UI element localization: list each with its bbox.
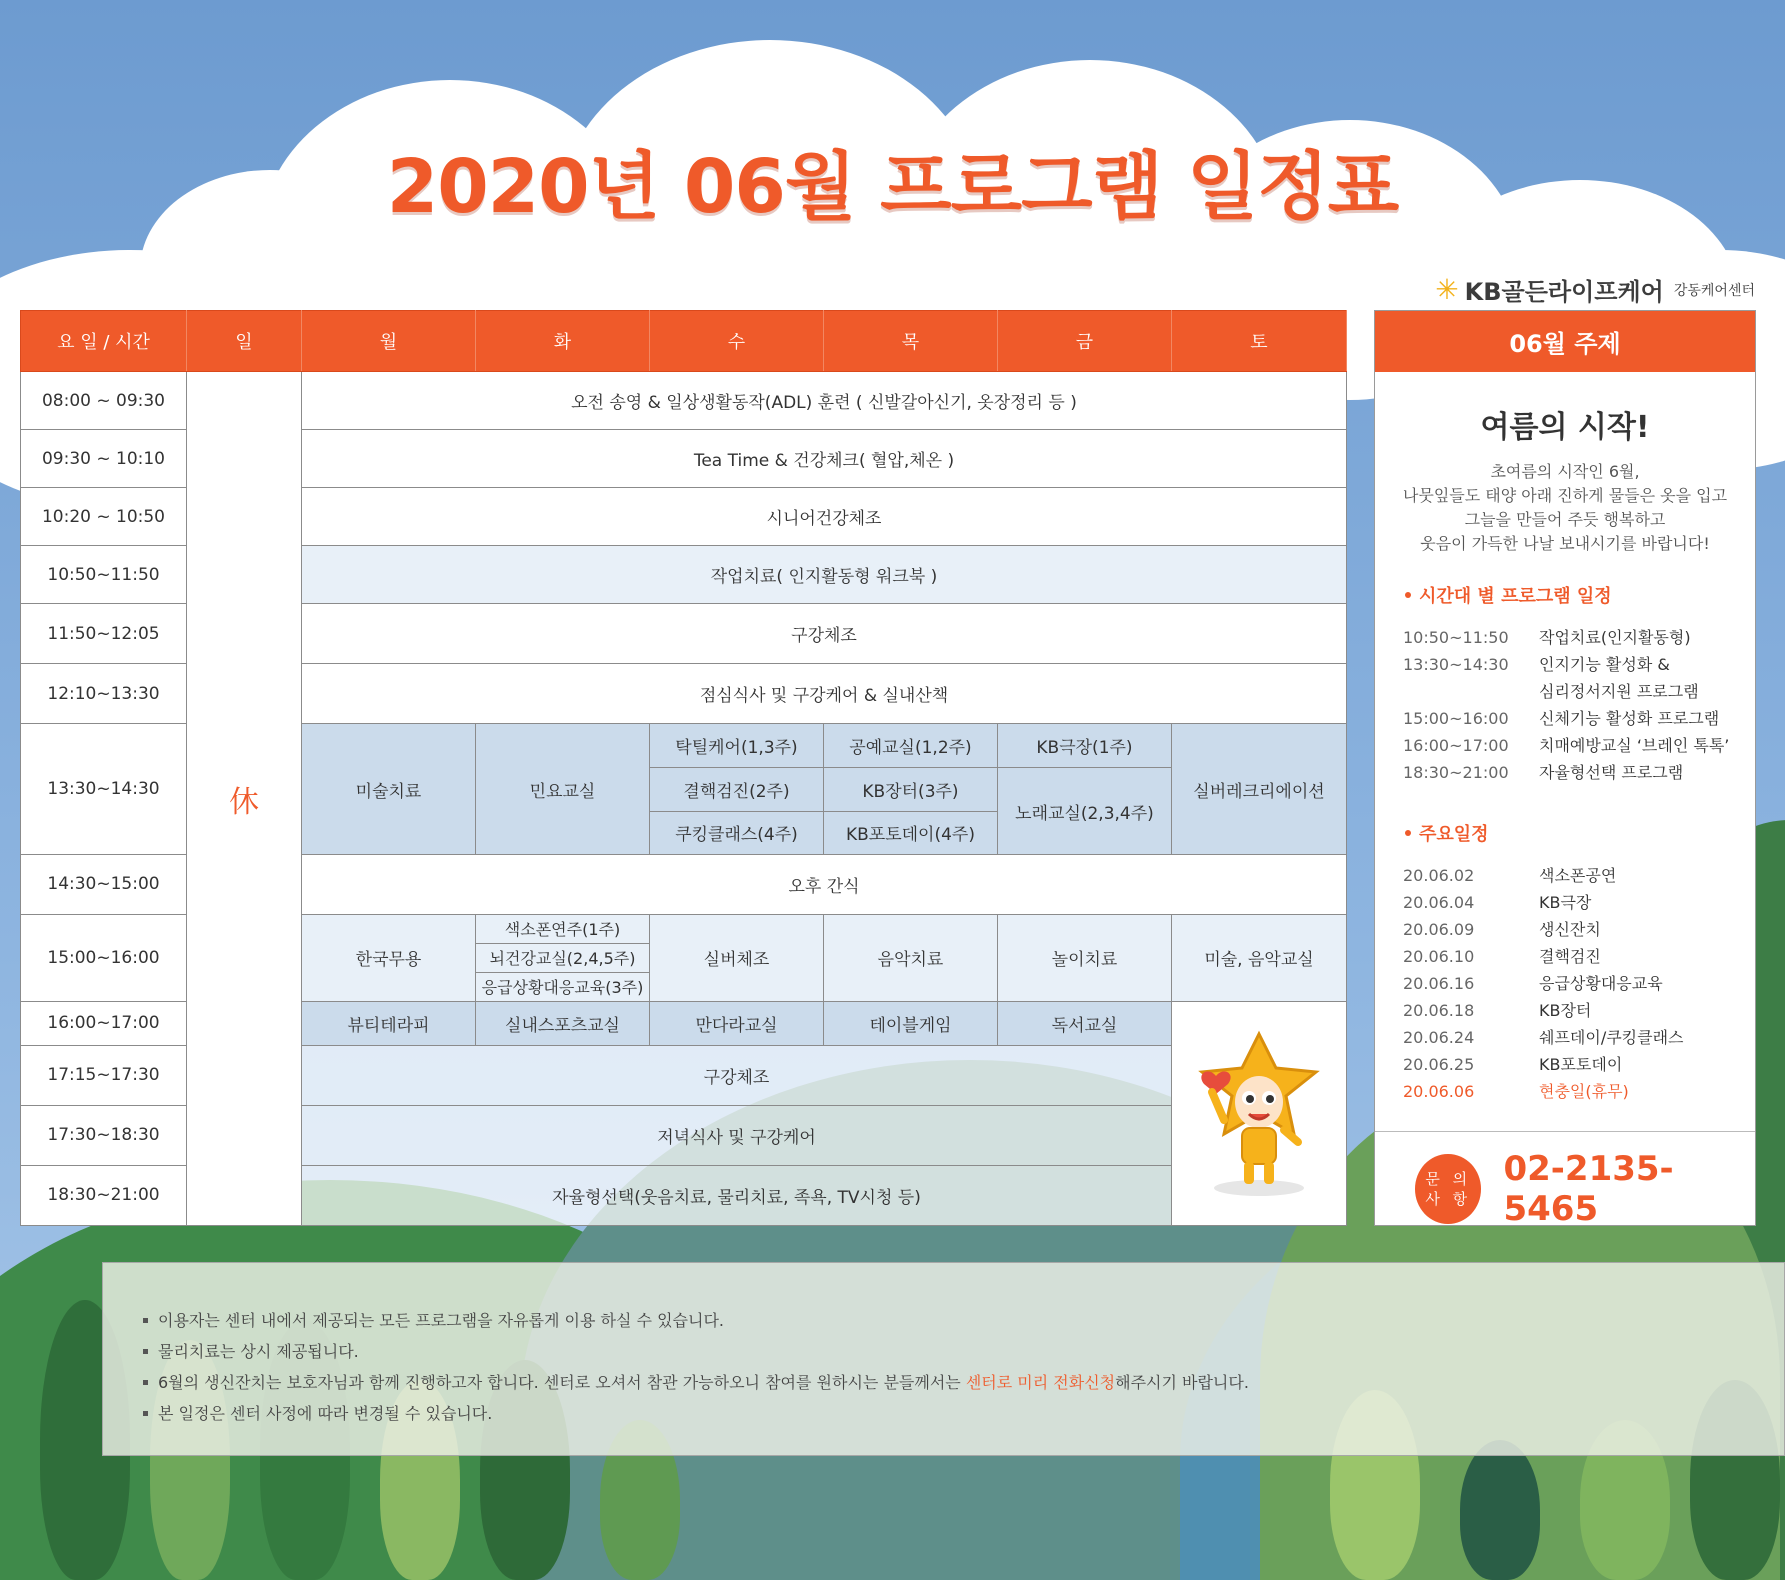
mascot-star-icon [1194, 1030, 1324, 1200]
theme-line: 초여름의 시작인 6월, [1490, 462, 1640, 481]
contact-phone[interactable]: 02-2135-5465 [1503, 1149, 1674, 1229]
list-item: 20.06.18 KB장터 [1403, 1001, 1592, 1020]
time-cell: 13:30~14:30 [21, 724, 187, 854]
monthly-theme-panel [1374, 310, 1756, 1229]
note-item: 이용자는 센터 내에서 제공되는 모든 프로그램을 자유롭게 이용 하실 수 있습니다. [143, 1305, 1784, 1336]
program-cell: 자율형선택(웃음치료, 물리치료, 족욕, TV시청 등) [302, 1165, 1172, 1225]
program-cell: KB포토데이(4주) [824, 811, 998, 854]
program-cell: KB장터(3주) [824, 768, 998, 811]
program-cell: 미술, 음악교실 [1172, 914, 1347, 1001]
list-item: 심리정서지원 프로그램 [1539, 682, 1699, 701]
program-cell: 만다라교실 [650, 1001, 824, 1045]
program-cell: 뷰티테라피 [302, 1001, 476, 1045]
header-sat: 토 [1172, 311, 1347, 372]
program-cell: 저녁식사 및 구강케어 [302, 1105, 1172, 1165]
note-item: 물리치료는 상시 제공됩니다. [143, 1336, 1784, 1367]
program-cell: 한국무용 [302, 914, 476, 1001]
note-item: 6월의 생신잔치는 보호자님과 함께 진행하고자 합니다. 센터로 오셔서 참관 가능하오니 참여를 원하시는 분들께서는 센터로 미리 전화신청해주시기 바랍니다. [143, 1367, 1784, 1398]
schedule-table [20, 310, 1347, 1226]
program-cell: 쿠킹클래스(4주) [650, 811, 824, 854]
header-sun: 일 [187, 311, 302, 372]
program-cell: 민요교실 [476, 724, 650, 854]
program-cell: 오후 간식 [302, 854, 1347, 914]
program-cell: 구강체조 [302, 604, 1347, 664]
program-cell: 놀이치료 [998, 914, 1172, 1001]
program-cell: 결핵검진(2주) [650, 768, 824, 811]
page-title: 2020년 06월 프로그램 일정표 [386, 144, 1399, 230]
program-cell: 실버체조 [650, 914, 824, 1001]
contact-badge: 문 의 사 항 [1415, 1154, 1481, 1224]
sunday-holiday: 休 [187, 372, 302, 1226]
time-cell: 11:50~12:05 [21, 604, 187, 664]
program-cell: Tea Time & 건강체크( 혈압,체온 ) [302, 430, 1347, 488]
time-cell: 17:15~17:30 [21, 1045, 187, 1105]
event-list [1403, 862, 1755, 1105]
time-cell: 10:20 ~ 10:50 [21, 488, 187, 546]
list-item: 16:00~17:00 치매예방교실 ‘브레인 톡톡’ [1403, 736, 1730, 755]
program-cell: 실내스포츠교실 [476, 1001, 650, 1045]
brand-logo [1435, 272, 1755, 307]
table-row [21, 372, 1347, 430]
program-cell: 구강체조 [302, 1045, 1172, 1105]
program-cell: 테이블게임 [824, 1001, 998, 1045]
header-wed: 수 [650, 311, 824, 372]
program-cell: 오전 송영 & 일상생활동작(ADL) 훈련 ( 신발갈아신기, 옷장정리 등 ) [302, 372, 1347, 430]
time-cell: 09:30 ~ 10:10 [21, 430, 187, 488]
list-item: 15:00~16:00 신체기능 활성화 프로그램 [1403, 709, 1720, 728]
note-item: 본 일정은 센터 사정에 따라 변경될 수 있습니다. [143, 1398, 1784, 1429]
program-cell: 공예교실(1,2주) [824, 724, 998, 768]
program-cell: 음악치료 [824, 914, 998, 1001]
program-cell: 미술치료 [302, 724, 476, 854]
program-cell: 시니어건강체조 [302, 488, 1347, 546]
panel-divider [1375, 1131, 1755, 1132]
brand-name: KB골든라이프케어 [1464, 278, 1664, 306]
brand-sub: 강동케어센터 [1673, 282, 1755, 299]
bullet-dot-icon [1405, 592, 1411, 598]
notes-box [102, 1262, 1785, 1456]
theme-line: 웃음이 가득한 나날 보내시기를 바랍니다! [1420, 534, 1710, 553]
list-item: 10:50~11:50 작업치료(인지활동형) [1403, 628, 1691, 647]
theme-line: 그늘을 만들어 주듯 행복하고 [1464, 510, 1666, 529]
program-cell: KB극장(1주) [998, 724, 1172, 768]
time-cell: 17:30~18:30 [21, 1105, 187, 1165]
mascot-cell [1172, 1001, 1347, 1225]
program-cell: 색소폰연주(1주) [476, 914, 650, 943]
program-cell: 작업치료( 인지활동형 워크북 ) [302, 546, 1347, 604]
time-cell: 12:10~13:30 [21, 664, 187, 724]
time-cell: 10:50~11:50 [21, 546, 187, 604]
header-thu: 목 [824, 311, 998, 372]
list-item: 18:30~21:00 자율형선택 프로그램 [1403, 763, 1684, 782]
list-item: 20.06.24 쉐프데이/쿠킹클래스 [1403, 1028, 1684, 1047]
list-item: 20.06.16 응급상황대응교육 [1403, 974, 1663, 993]
program-cell: 탁틸케어(1,3주) [650, 724, 824, 768]
program-cell: 응급상황대응교육(3주) [476, 972, 650, 1001]
time-cell: 14:30~15:00 [21, 854, 187, 914]
table-header-row [21, 311, 1347, 372]
contact-info [1415, 1149, 1755, 1229]
program-cell: 실버레크리에이션 [1172, 724, 1347, 854]
header-time: 요 일 / 시간 [21, 311, 187, 372]
bullet-dot-icon [1405, 830, 1411, 836]
note-highlight: 센터로 미리 전화신청 [965, 1373, 1116, 1392]
program-cell: 점심식사 및 구강케어 & 실내산책 [302, 664, 1347, 724]
list-item: 20.06.09 생신잔치 [1403, 920, 1601, 939]
theme-title: 여름의 시작! [1480, 410, 1650, 445]
brand-star-icon: ✳ [1435, 272, 1459, 306]
header-mon: 월 [302, 311, 476, 372]
time-cell: 16:00~17:00 [21, 1001, 187, 1045]
time-cell: 18:30~21:00 [21, 1165, 187, 1225]
theme-text [1375, 460, 1755, 556]
theme-line: 나뭇잎들도 태양 아래 진하게 물들은 옷을 입고 [1402, 486, 1728, 505]
program-list [1403, 624, 1755, 786]
list-item: 20.06.02 색소폰공연 [1403, 866, 1617, 885]
header-tue: 화 [476, 311, 650, 372]
program-cell: 뇌건강교실(2,4,5주) [476, 943, 650, 972]
program-cell: 독서교실 [998, 1001, 1172, 1045]
time-cell: 08:00 ~ 09:30 [21, 372, 187, 430]
list-item: 20.06.25 KB포토데이 [1403, 1055, 1623, 1074]
list-item-holiday: 20.06.06 현충일(휴무) [1403, 1082, 1629, 1101]
list-item: 20.06.10 결핵검진 [1403, 947, 1601, 966]
section-title-events: 주요일정 [1405, 820, 1755, 846]
list-item: 20.06.04 KB극장 [1403, 893, 1592, 912]
time-cell: 15:00~16:00 [21, 914, 187, 1001]
list-item: 13:30~14:30 인지기능 활성화 & [1403, 655, 1670, 674]
program-cell: 노래교실(2,3,4주) [998, 768, 1172, 854]
header-fri: 금 [998, 311, 1172, 372]
panel-header: 06월 주제 [1375, 311, 1755, 372]
section-title-programs: 시간대 별 프로그램 일정 [1405, 582, 1755, 608]
